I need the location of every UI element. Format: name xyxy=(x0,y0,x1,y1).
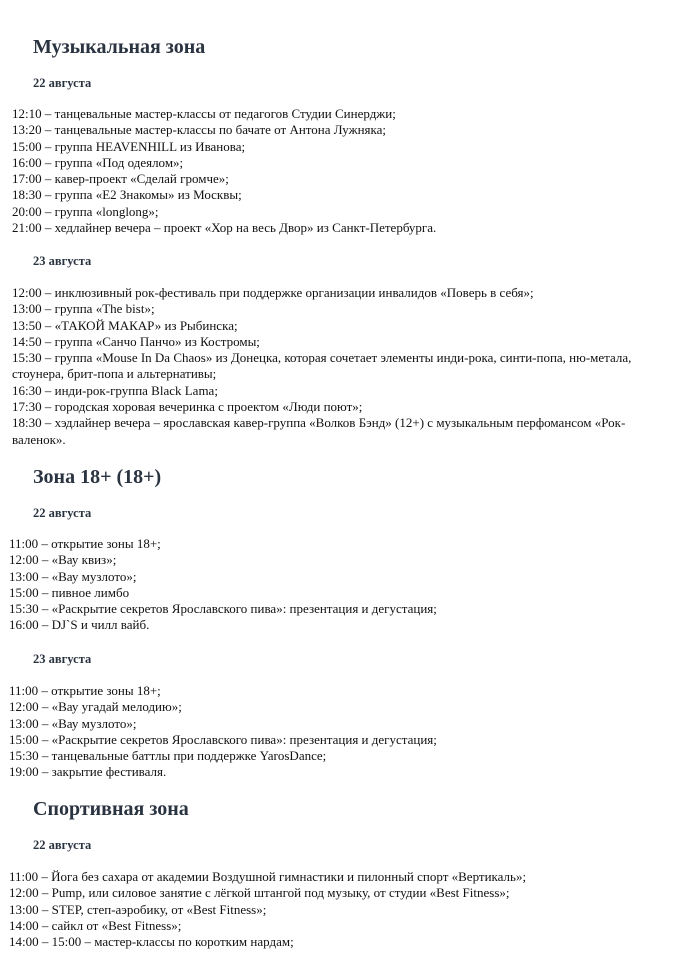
list-item: 12:00 – инклюзивный рок-фестиваль при поддержке организации инвалидов «Поверь в себя»; xyxy=(12,285,534,300)
list-item: 19:00 – закрытие фестиваля. xyxy=(9,764,167,780)
list-item: 11:00 – Йога без сахара от академии Воздушной гимнастики и пилонный спорт «Вертикаль»; xyxy=(9,869,527,884)
list-item: 16:00 – группа «Под одеялом»; xyxy=(12,154,184,170)
schedule-list xyxy=(12,106,660,236)
schedule-list xyxy=(9,869,660,950)
list-item: 12:00 – Pump, или силовое занятие с лёгкой штангой под музыку, от студии «Best Fitness»; xyxy=(9,885,510,901)
list-item: 18:30 – группа «Е2 Знакомы» из Москвы; xyxy=(12,187,242,203)
list-item: 13:00 – «Вау музлото»; xyxy=(9,715,137,731)
list-item: 15:30 – группа «Mouse In Da Chaos» из Донецка, которая сочетает элементы инди-рока, синти-попа, ню-метала, стоунера, брит-попа и альтернативы; xyxy=(12,350,632,382)
list-item: 13:50 – «ТАКОЙ МАКАР» из Рыбинска; xyxy=(12,317,238,333)
list-item: 21:00 – хедлайнер вечера – проект «Хор на весь Двор» из Санкт-Петербурга. xyxy=(12,220,437,236)
list-item: 15:30 – танцевальные баттлы при поддержке YarosDance; xyxy=(9,748,327,764)
section-title-sport: Спортивная зона xyxy=(33,798,189,820)
list-item: 12:00 – «Вау угадай мелодию»; xyxy=(9,699,182,715)
list-item: 13:00 – группа «The bist»; xyxy=(12,301,155,317)
list-item: 14:00 – 15:00 – мастер-классы по коротким нардам; xyxy=(9,934,294,950)
list-item: 15:30 – «Раскрытие секретов Ярославского пива»: презентация и дегустация; xyxy=(9,601,437,617)
day-heading: 22 августа xyxy=(33,838,92,852)
day-heading: 22 августа xyxy=(33,506,92,520)
list-item: 11:00 – открытие зоны 18+; xyxy=(9,536,161,551)
list-item: 16:00 – DJ`S и чилл вайб. xyxy=(9,617,150,633)
list-item: 13:20 – танцевальные мастер-классы по бачате от Антона Лужняка; xyxy=(12,122,387,138)
list-item: 15:00 – пивное лимбо xyxy=(9,584,130,600)
section-title-adult: Зона 18+ (18+) xyxy=(33,466,162,488)
list-item: 13:00 – «Вау музлото»; xyxy=(9,568,137,584)
list-item: 16:30 – инди-рок-группа Black Lama; xyxy=(12,382,218,398)
list-item: 17:00 – кавер-проект «Сделай громче»; xyxy=(12,171,229,187)
list-item: 18:30 – хэдлайнер вечера – ярославская кавер-группа «Волков Бэнд» (12+) с музыкальным перфомансом «Рок-валенок». xyxy=(12,415,626,447)
list-item: 14:00 – сайкл от «Best Fitness»; xyxy=(9,917,182,933)
schedule-list xyxy=(9,683,660,781)
list-item: 13:00 – STEP, степ-аэробику, от «Best Fitness»; xyxy=(9,901,267,917)
list-item: 15:00 – группа HEAVENHILL из Иванова; xyxy=(12,138,246,154)
schedule-list xyxy=(12,285,650,448)
section-title-music: Музыкальная зона xyxy=(33,36,206,58)
day-heading: 23 августа xyxy=(33,254,92,268)
list-item: 14:50 – группа «Санчо Панчо» из Костромы; xyxy=(12,333,260,349)
list-item: 20:00 – группа «longlong»; xyxy=(12,203,159,219)
list-item: 15:00 – «Раскрытие секретов Ярославского пива»: презентация и дегустация; xyxy=(9,731,437,747)
list-item: 17:30 – городская хоровая вечеринка с проектом «Люди поют»; xyxy=(12,399,363,415)
list-item: 12:10 – танцевальные мастер-классы от педагогов Студии Синерджи; xyxy=(12,106,396,121)
day-heading: 22 августа xyxy=(33,76,92,90)
day-heading: 23 августа xyxy=(33,652,92,666)
list-item: 11:00 – открытие зоны 18+; xyxy=(9,683,161,698)
list-item: 12:00 – «Вау квиз»; xyxy=(9,552,117,568)
schedule-list xyxy=(9,536,660,634)
